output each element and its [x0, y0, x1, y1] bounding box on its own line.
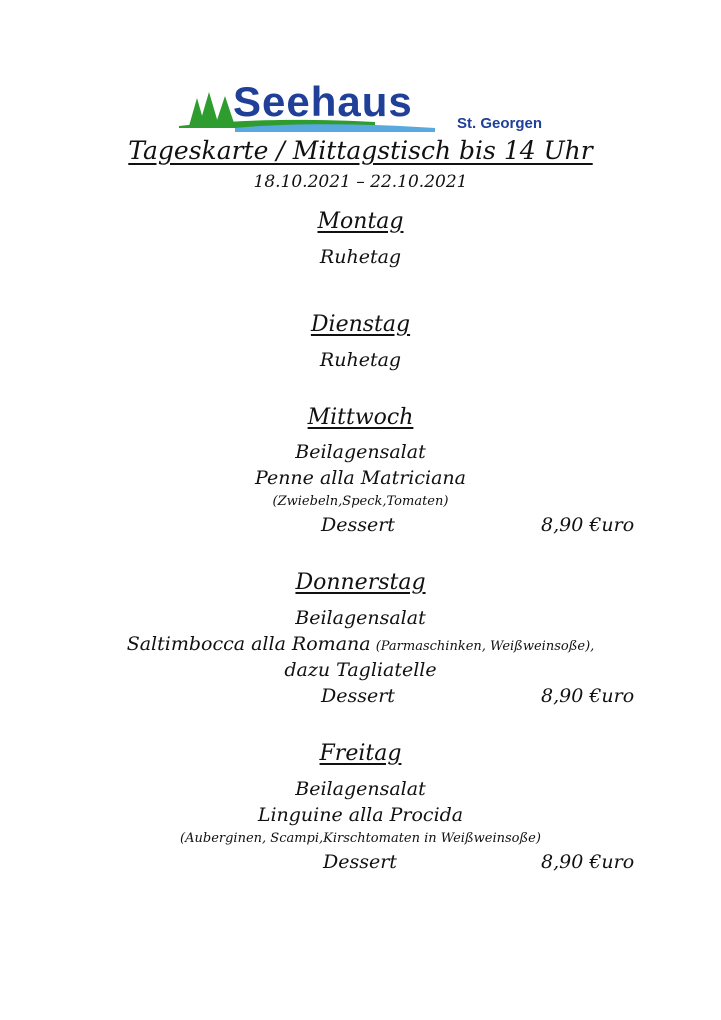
thursday-side: dazu Tagliatelle — [284, 659, 437, 681]
date-range: 18.10.2021 – 22.10.2021 — [253, 172, 468, 192]
page-title: Tageskarte / Mittagstisch bis 14 Uhr — [128, 136, 593, 165]
thursday-salad: Beilagensalat — [295, 607, 426, 629]
day-heading-monday: Montag — [317, 209, 404, 234]
thursday-main-line — [0, 633, 721, 655]
day-heading-wednesday: Mittwoch — [307, 405, 414, 430]
monday-closed: Ruhetag — [319, 246, 402, 268]
wednesday-note: (Zwiebeln,Speck,Tomaten) — [272, 494, 449, 509]
logo-subtitle: St. Georgen — [457, 115, 543, 132]
wednesday-main: Penne alla Matriciana — [255, 467, 466, 489]
day-heading-friday: Freitag — [319, 741, 402, 766]
thursday-price: 8,90 €uro — [541, 685, 635, 707]
day-heading-tuesday: Dienstag — [310, 312, 411, 337]
friday-dessert: Dessert — [323, 851, 397, 873]
thursday-main: Saltimbocca alla Romana — [126, 633, 371, 655]
tuesday-closed: Ruhetag — [319, 349, 402, 371]
wednesday-price: 8,90 €uro — [541, 514, 635, 536]
friday-price: 8,90 €uro — [541, 851, 635, 873]
seehaus-logo — [175, 82, 547, 134]
friday-main: Linguine alla Procida — [257, 804, 464, 826]
friday-salad: Beilagensalat — [295, 778, 426, 800]
friday-note: (Auberginen, Scampi,Kirschtomaten in Weißweinsoße) — [180, 831, 541, 846]
logo-wordmark: Seehaus — [233, 82, 413, 125]
thursday-main-note: (Parmaschinken, Weißweinsoße), — [375, 639, 595, 654]
tree-icon — [215, 96, 235, 126]
day-heading-thursday: Donnerstag — [295, 570, 426, 595]
wednesday-salad: Beilagensalat — [295, 441, 426, 463]
thursday-dessert: Dessert — [321, 685, 395, 707]
tree-icon — [199, 92, 219, 126]
wednesday-dessert: Dessert — [321, 514, 395, 536]
